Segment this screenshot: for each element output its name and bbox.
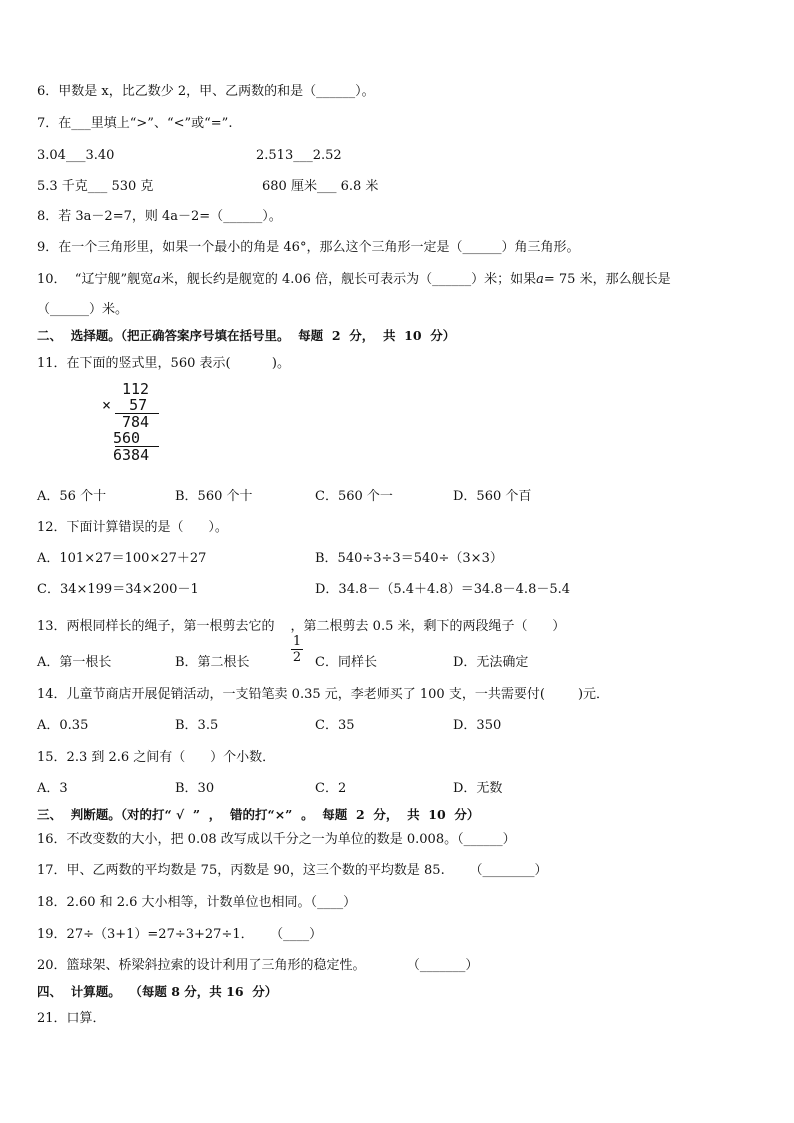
- q15-option-d[interactable]: D．无数: [453, 781, 503, 796]
- question-7: 7．在___里填上“>”、“<”或“=”.: [37, 116, 233, 131]
- answer-blank[interactable]: ______: [462, 240, 502, 255]
- q12-option-b[interactable]: B．540÷3÷3＝540÷（3×3）: [315, 551, 503, 566]
- q15-option-a[interactable]: A．3: [37, 781, 68, 796]
- question-15: 15．2.3 到 2.6 之间有（ ）个小数．: [37, 750, 276, 765]
- calc-row-1: 112: [122, 380, 150, 398]
- question-18: 18．2.60 和 2.6 大小相等，计数单位也相同。（____）: [37, 895, 357, 910]
- question-19: 19．27÷（3+1）=27÷3+27÷1． （____）: [37, 927, 323, 942]
- section-2-heading: 二、 选择题。（把正确答案序号填在括号里。 每题 2 分， 共 10 分）: [37, 328, 456, 343]
- q14-option-c[interactable]: C．35: [315, 718, 355, 733]
- q12-option-c[interactable]: C．34×199＝34×200－1: [37, 582, 199, 597]
- question-7-item-b-left: 5.3 千克___ 530 克: [37, 179, 154, 194]
- answer-blank[interactable]: ______: [50, 302, 90, 317]
- question-20: 20．篮球架、桥梁斜拉索的设计利用了三角形的稳定性。 （_______）: [37, 958, 479, 973]
- q13-option-a[interactable]: A．第一根长: [37, 655, 112, 670]
- question-6: 6．甲数是 x，比乙数少 2，甲、乙两数的和是（______）。: [37, 84, 375, 99]
- question-10-line-2: （______）米。: [37, 302, 129, 317]
- q13-option-d[interactable]: D．无法确定: [453, 655, 529, 670]
- answer-blank[interactable]: ________: [482, 863, 535, 878]
- q11-option-d[interactable]: D．560 个百: [453, 489, 532, 504]
- section-3-heading: 三、 判断题。（对的打“ √ ” ， 错的打“×” 。 每题 2 分， 共 10 分）: [37, 807, 480, 822]
- question-14: 14．儿童节商店开展促销活动，一支铅笔卖 0.35 元，李老师买了 100 支，一共需要付( )元．: [37, 687, 610, 702]
- calc-row-3: 784: [122, 413, 150, 431]
- question-17: 17．甲、乙两数的平均数是 75，丙数是 90，这三个数的平均数是 85. （________）: [37, 863, 548, 878]
- q15-option-c[interactable]: C．2: [315, 781, 347, 796]
- question-13: 13．两根同样长的绳子，第一根剪去它的 ，第二根剪去 0.5 米，剩下的两段绳子（ ）: [37, 619, 566, 634]
- q12-option-d[interactable]: D．34.8－（5.4＋4.8）＝34.8－4.8－5.4: [315, 582, 571, 597]
- calc-divider: [115, 413, 159, 414]
- question-12: 12．下面计算错误的是（ ）。: [37, 520, 228, 535]
- answer-blank[interactable]: ______: [432, 272, 472, 287]
- question-10: 10． “辽宁舰”舰宽a米，舰长约是舰宽的 4.06 倍，舰长可表示为（______）米；如果a= 75 米，那么舰长是: [37, 272, 671, 287]
- answer-blank[interactable]: ____: [283, 927, 310, 942]
- fraction-one-half: 1 2: [292, 634, 302, 665]
- answer-blank[interactable]: ____: [317, 895, 344, 910]
- answer-blank[interactable]: _______: [419, 958, 466, 973]
- question-16: 16．不改变数的大小，把 0.08 改写成以千分之一为单位的数是 0.008。（______）: [37, 832, 516, 847]
- calc-row-5: 6384: [113, 446, 150, 464]
- question-9: 9．在一个三角形里，如果一个最小的角是 46°，那么这个三角形一定是（______）角三角形。: [37, 240, 580, 255]
- section-4-heading: 四、 计算题。 （每题 8 分，共 16 分）: [37, 984, 278, 999]
- question-8: 8．若 3a－2=7，则 4a－2=（______）。: [37, 209, 282, 224]
- calc-row-4: 560: [113, 429, 141, 447]
- question-7-item-b-right: 680 厘米___ 6.8 米: [262, 179, 379, 194]
- calc-row-2: × 57: [102, 396, 148, 414]
- answer-blank[interactable]: ______: [223, 209, 263, 224]
- question-7-item-a-right: 2.513___2.52: [256, 148, 342, 163]
- q13-option-b[interactable]: B．第二根长: [175, 655, 250, 670]
- q12-option-a[interactable]: A．101×27＝100×27＋27: [37, 551, 207, 566]
- q11-option-c[interactable]: C．560 个一: [315, 489, 393, 504]
- q15-option-b[interactable]: B．30: [175, 781, 215, 796]
- answer-blank[interactable]: ______: [463, 832, 503, 847]
- q14-option-a[interactable]: A．0.35: [37, 718, 89, 733]
- answer-blank[interactable]: ______: [316, 84, 356, 99]
- q13-option-c[interactable]: C．同样长: [315, 655, 377, 670]
- q11-option-a[interactable]: A．56 个十: [37, 489, 107, 504]
- q14-option-b[interactable]: B．3.5: [175, 718, 219, 733]
- q14-option-d[interactable]: D．350: [453, 718, 502, 733]
- question-7-item-a-left: 3.04___3.40: [37, 148, 115, 163]
- calc-divider: [115, 446, 159, 447]
- question-11: 11．在下面的竖式里，560 表示( )。: [37, 356, 290, 371]
- question-21: 21．口算．: [37, 1011, 106, 1026]
- q11-option-b[interactable]: B．560 个十: [175, 489, 253, 504]
